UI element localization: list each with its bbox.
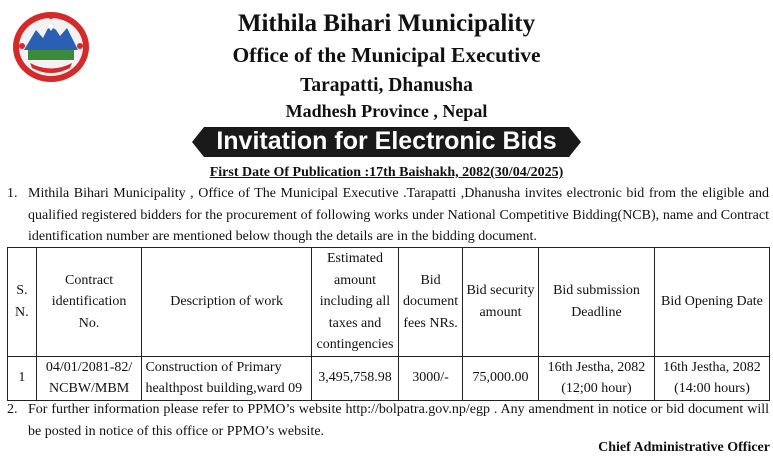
paragraph-2-text: For further information please refer to PPMO’s website http://bolpatra.gov.np/egp . Any amendment in notice or bid document will be posted in notice of this office or PPMO’s website. (28, 402, 769, 439)
bids-table (7, 247, 770, 401)
publication-date: First Date Of Publication :17th Baishakh, 2082(30/04/2025) (209, 165, 564, 180)
paragraph-1-number: 1. (7, 186, 18, 201)
cell-bid-security: 75,000.00 (462, 356, 538, 400)
cell-submission-deadline: 16th Jestha, 2082 (12;00 hour) (538, 356, 654, 400)
paragraph-1 (7, 183, 769, 248)
province: Madhesh Province , Nepal (285, 101, 488, 121)
paragraph-2 (7, 399, 769, 442)
header-bid-security: Bid security amount (462, 248, 538, 357)
header-opening-date: Bid Opening Date (654, 248, 769, 357)
header-submission-deadline: Bid submission Deadline (538, 248, 654, 357)
cell-description: Construction of Primary healthpost building,ward 09 (142, 356, 311, 400)
signature-title: Chief Administrative Officer (598, 440, 770, 455)
header-contract-id: Contract identification No. (36, 248, 142, 357)
notice-title-banner: Invitation for Electronic Bids (204, 127, 568, 157)
cell-contract-id: 04/01/2081-82/ NCBW/MBM (36, 356, 142, 400)
table-row (8, 356, 770, 400)
header-bid-document-fees: Bid document fees NRs. (399, 248, 463, 357)
cell-estimated-amount: 3,495,758.98 (311, 356, 398, 400)
cell-opening-date: 16th Jestha, 2082 (14:00 hours) (654, 356, 769, 400)
office-name: Office of the Municipal Executive (232, 43, 541, 67)
paragraph-1-text: Mithila Bihari Municipality , Office of The Municipal Executive .Tarapatti ,Dhanusha invites electronic bid from the eligible and qualified registered bidders for the procurement of following works under National Competitive Bidding(NCB), name and Contract identification number are mentioned below though the details are in the bidding document. (28, 186, 769, 244)
header-description: Description of work (142, 248, 311, 357)
municipality-name: Mithila Bihari Municipality (237, 10, 536, 37)
cell-sn: 1 (8, 356, 37, 400)
header-sn: S. N. (8, 248, 37, 357)
header-estimated-amount: Estimated amount including all taxes and contingencies (311, 248, 398, 357)
cell-bid-document-fees: 3000/- (399, 356, 463, 400)
table-header-row (8, 248, 770, 357)
paragraph-2-number: 2. (7, 402, 18, 417)
office-location: Tarapatti, Dhanusha (300, 75, 473, 96)
